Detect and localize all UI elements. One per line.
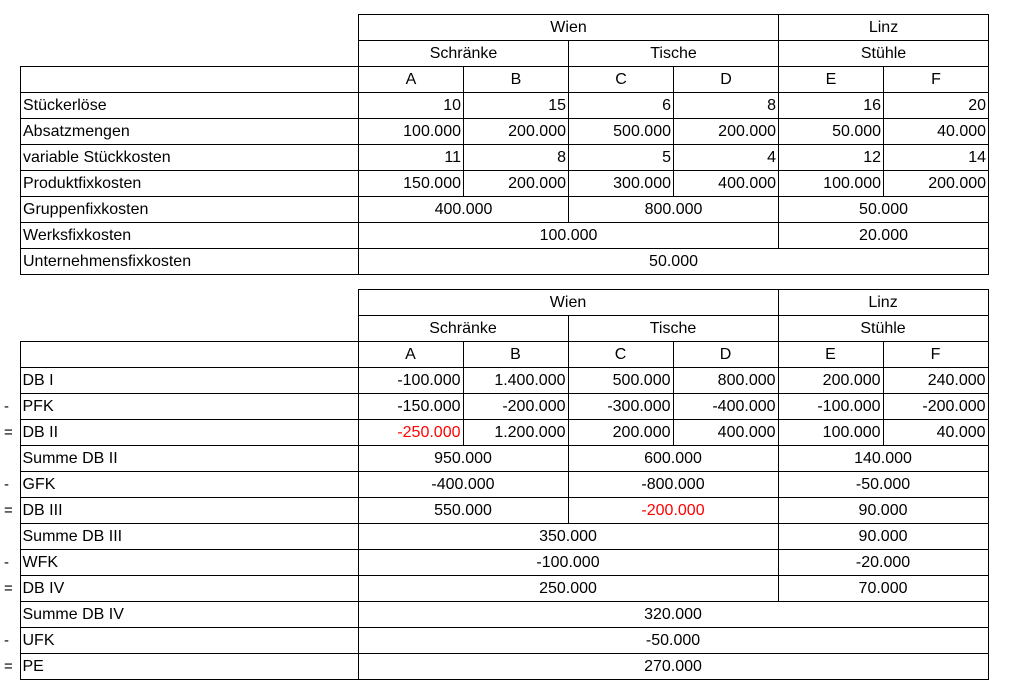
row-operator: [4, 368, 20, 394]
row-label: UFK: [20, 628, 358, 654]
cell-c: 500.000: [568, 368, 673, 394]
header-region-wien: Wien: [359, 15, 779, 41]
header-group-row: [21, 41, 989, 67]
row-gfk: [4, 472, 988, 498]
cell-e: 12: [779, 145, 884, 171]
header-product-b: B: [463, 342, 568, 368]
cell-stuehle: -50.000: [778, 472, 988, 498]
header-product-row: [21, 67, 989, 93]
cell-a: -100.000: [358, 368, 463, 394]
cell-schraenke: 950.000: [358, 446, 568, 472]
cell-e: 100.000: [778, 420, 883, 446]
row-absatzmengen: [21, 119, 989, 145]
row-produktfixkosten: [21, 171, 989, 197]
row-label: Produktfixkosten: [21, 171, 359, 197]
cell-d: 400.000: [673, 420, 778, 446]
row-operator: -: [4, 554, 9, 571]
row-summe-db2: [4, 446, 988, 472]
row-label: DB III: [20, 498, 358, 524]
row-operator: -: [4, 476, 9, 493]
cell-a: 10: [359, 93, 464, 119]
row-stueckerloese: [21, 93, 989, 119]
cell-e: -100.000: [778, 394, 883, 420]
cell-b: 1.400.000: [463, 368, 568, 394]
cell-a: -150.000: [358, 394, 463, 420]
cell-c: 500.000: [569, 119, 674, 145]
cell-linz: 20.000: [779, 223, 989, 249]
cell-stuehle: 50.000: [779, 197, 989, 223]
row-label: Summe DB II: [20, 446, 358, 472]
row-pfk: [4, 394, 988, 420]
header-group-schraenke: Schränke: [359, 41, 569, 67]
row-label: PE: [20, 654, 358, 680]
row-operator: -: [4, 632, 9, 649]
row-label: DB I: [20, 368, 358, 394]
header-group-schraenke: Schränke: [358, 316, 568, 342]
header-group-tische: Tische: [568, 316, 778, 342]
row-label: PFK: [20, 394, 358, 420]
cell-b: -200.000: [463, 394, 568, 420]
cell-linz: 70.000: [778, 576, 988, 602]
row-operator: -: [4, 398, 9, 415]
row-db3: [4, 498, 988, 524]
cell-b: 200.000: [464, 119, 569, 145]
row-operator: =: [4, 580, 13, 597]
cell-c: -300.000: [568, 394, 673, 420]
row-label: Stückerlöse: [21, 93, 359, 119]
row-operator: [4, 446, 20, 472]
row-label: Gruppenfixkosten: [21, 197, 359, 223]
header-product-d: D: [673, 342, 778, 368]
row-gruppenfixkosten: [21, 197, 989, 223]
header-product-c: C: [569, 67, 674, 93]
cell-d: 200.000: [674, 119, 779, 145]
cell-gesamt: -50.000: [358, 628, 988, 654]
header-product-e: E: [778, 342, 883, 368]
row-pe: [4, 654, 988, 680]
cell-c: 300.000: [569, 171, 674, 197]
row-db1: [4, 368, 988, 394]
header-region-wien: Wien: [358, 290, 778, 316]
cell-gesamt: 50.000: [359, 249, 989, 275]
header-product-c: C: [568, 342, 673, 368]
row-wfk: [4, 550, 988, 576]
cell-f: 40.000: [884, 119, 989, 145]
header-product-f: F: [883, 342, 988, 368]
cell-d: 400.000: [674, 171, 779, 197]
row-operator: =: [4, 502, 13, 519]
row-variable-stueckkosten: [21, 145, 989, 171]
header-region-row: [21, 15, 989, 41]
cell-e: 16: [779, 93, 884, 119]
row-summe-db4: [4, 602, 988, 628]
cell-schraenke: 400.000: [359, 197, 569, 223]
cell-a-negative: -250.000: [358, 420, 463, 446]
cell-f: 240.000: [883, 368, 988, 394]
deckungsbeitrag-tabelle: [4, 289, 989, 680]
cell-e: 100.000: [779, 171, 884, 197]
cell-f: -200.000: [883, 394, 988, 420]
cell-linz: -20.000: [778, 550, 988, 576]
cell-stuehle: 140.000: [778, 446, 988, 472]
row-label: GFK: [20, 472, 358, 498]
cell-c: 5: [569, 145, 674, 171]
cell-tische-negative: -200.000: [568, 498, 778, 524]
row-operator: =: [4, 424, 13, 441]
cell-f: 200.000: [884, 171, 989, 197]
cell-wien: -100.000: [358, 550, 778, 576]
cell-wien: 250.000: [358, 576, 778, 602]
cell-a: 100.000: [359, 119, 464, 145]
header-group-tische: Tische: [569, 41, 779, 67]
cell-gesamt: 320.000: [358, 602, 988, 628]
cell-gesamt: 270.000: [358, 654, 988, 680]
cell-a: 11: [359, 145, 464, 171]
cell-e: 50.000: [779, 119, 884, 145]
kosten-tabelle: [20, 14, 989, 275]
header-group-stuehle: Stühle: [778, 316, 988, 342]
cell-d: 800.000: [673, 368, 778, 394]
row-summe-db3: [4, 524, 988, 550]
header-product-e: E: [779, 67, 884, 93]
cell-b: 200.000: [464, 171, 569, 197]
row-label: DB II: [20, 420, 358, 446]
row-ufk: [4, 628, 988, 654]
row-label: Unternehmensfixkosten: [21, 249, 359, 275]
cell-tische: -800.000: [568, 472, 778, 498]
row-label: Werksfixkosten: [21, 223, 359, 249]
cell-linz: 90.000: [778, 524, 988, 550]
row-operator: =: [4, 658, 13, 675]
header-group-row: [4, 316, 988, 342]
header-corner-cell: [20, 342, 358, 368]
cell-a: 150.000: [359, 171, 464, 197]
row-label: Summe DB III: [20, 524, 358, 550]
cell-wien: 350.000: [358, 524, 778, 550]
row-db4: [4, 576, 988, 602]
row-werksfixkosten: [21, 223, 989, 249]
header-group-stuehle: Stühle: [779, 41, 989, 67]
header-product-row: [4, 342, 988, 368]
row-operator: [4, 602, 20, 628]
row-label: DB IV: [20, 576, 358, 602]
cell-d: 8: [674, 93, 779, 119]
row-label: WFK: [20, 550, 358, 576]
header-product-a: A: [358, 342, 463, 368]
header-corner-cell: [21, 67, 359, 93]
cell-b: 1.200.000: [463, 420, 568, 446]
header-product-b: B: [464, 67, 569, 93]
row-db2: [4, 420, 988, 446]
cell-wien: 100.000: [359, 223, 779, 249]
cell-d: -400.000: [673, 394, 778, 420]
row-operator: [4, 524, 20, 550]
header-product-d: D: [674, 67, 779, 93]
cell-b: 8: [464, 145, 569, 171]
cell-f: 14: [884, 145, 989, 171]
cell-stuehle: 90.000: [778, 498, 988, 524]
header-region-linz: Linz: [779, 15, 989, 41]
cell-b: 15: [464, 93, 569, 119]
header-region-linz: Linz: [778, 290, 988, 316]
header-product-a: A: [359, 67, 464, 93]
header-region-row: [4, 290, 988, 316]
cell-schraenke: 550.000: [358, 498, 568, 524]
cell-e: 200.000: [778, 368, 883, 394]
cell-c: 200.000: [568, 420, 673, 446]
header-product-f: F: [884, 67, 989, 93]
row-label: Summe DB IV: [20, 602, 358, 628]
cell-tische: 800.000: [569, 197, 779, 223]
cell-f: 20: [884, 93, 989, 119]
cell-d: 4: [674, 145, 779, 171]
cell-f: 40.000: [883, 420, 988, 446]
cell-c: 6: [569, 93, 674, 119]
row-unternehmensfixkosten: [21, 249, 989, 275]
row-label: Absatzmengen: [21, 119, 359, 145]
cell-tische: 600.000: [568, 446, 778, 472]
row-label: variable Stückkosten: [21, 145, 359, 171]
cell-schraenke: -400.000: [358, 472, 568, 498]
